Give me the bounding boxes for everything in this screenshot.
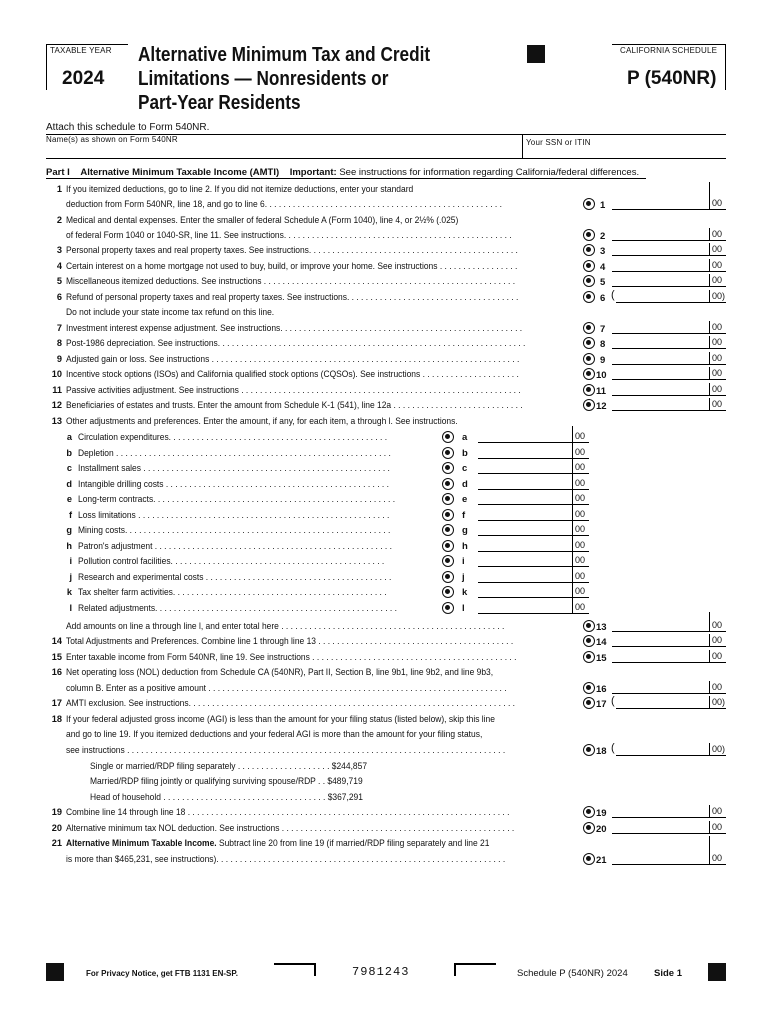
line-13h-amount[interactable] — [478, 539, 573, 552]
line-13l-amount[interactable] — [478, 601, 573, 614]
target-icon — [583, 682, 595, 694]
line-2-text: 2 Medical and dental expenses. Enter the smaller of federal Schedule A (Form 1040), line 4, or 2½% (.025) — [56, 215, 459, 225]
line-13j-cents[interactable]: 00 — [572, 570, 589, 583]
line-13a-amount[interactable] — [478, 430, 573, 443]
title-line-2: Limitations — Nonresidents or — [138, 68, 389, 90]
line-2-amount[interactable] — [612, 228, 709, 241]
line-17-text: 17 AMTI exclusion. See instructions. . . . . . . . . . . . . . . . . . . . . . . . . . . . . . . . . . . . . . . . . . . . . . . . . . . . . . . . . . . . . . . . . . . . . . — [51, 698, 516, 708]
line-label: 14 — [596, 637, 607, 648]
target-icon — [583, 697, 595, 709]
line-13k-text: k Tax shelter farm activities. . . . . . . . . . . . . . . . . . . . . . . . . . . . . . . . . . . . . . . . . . . . . . — [66, 587, 387, 597]
paren-open: ( — [611, 695, 615, 707]
line-label: h — [462, 541, 468, 552]
line-label: i — [462, 556, 465, 567]
line-16-text: 16 Net operating loss (NOL) deduction from Schedule CA (540NR), Part II, Section B, line 9b1, line 9b2, and line 9b3, — [51, 667, 494, 677]
line-label: 13 — [596, 622, 607, 633]
line-1-text: 1 If you itemized deductions, go to line 2. If you did not itemize deductions, enter your standard — [56, 184, 414, 194]
line-8-text: 8 Post-1986 depreciation. See instructions. . . . . . . . . . . . . . . . . . . . . . . . . . . . . . . . . . . . . . . . . . . . . . . . . . . . . . . . . . . . . . . . . . — [56, 338, 526, 348]
target-icon — [583, 244, 595, 256]
line-16-amount[interactable] — [612, 681, 709, 694]
target-icon — [583, 291, 595, 303]
line-10-text: 10 Incentive stock options (ISOs) and California qualified stock options (CQSOs). See instructions . . . . . . . . . . . . . . . . . . . . . — [51, 369, 519, 379]
schedule-name: P (540NR) — [627, 68, 717, 89]
target-icon — [442, 509, 454, 521]
important-text: See instructions for information regarding California/federal differences. — [339, 167, 640, 178]
line-7-amount[interactable] — [612, 321, 709, 334]
line-label: j — [462, 572, 465, 583]
line-6-cents[interactable]: 00) — [709, 290, 726, 303]
target-icon — [442, 478, 454, 490]
line-15-text: 15 Enter taxable income from Form 540NR, line 19. See instructions . . . . . . . . . . . . . . . . . . . . . . . . . . . . . . . . . . . . . . . . . . . . — [51, 652, 517, 662]
line-11-text: 11 Passive activities adjustment. See instructions . . . . . . . . . . . . . . . . . . . . . . . . . . . . . . . . . . . . . . . . . . . . . . . . . . . . . . . . . . . . — [52, 385, 521, 395]
line-11-cents[interactable]: 00 — [709, 383, 726, 396]
line-13k-amount[interactable] — [478, 585, 573, 598]
line-label: 12 — [596, 401, 607, 412]
line-7-cents[interactable]: 00 — [709, 321, 726, 334]
paren-open: ( — [611, 742, 615, 754]
corner-mark — [454, 963, 496, 976]
line-label: 2 — [600, 231, 606, 242]
target-icon — [583, 822, 595, 834]
paren-open: ( — [611, 289, 615, 301]
target-icon — [442, 447, 454, 459]
line-label: g — [462, 525, 468, 536]
line-14-cents[interactable]: 00 — [709, 634, 726, 647]
line-3-cents[interactable]: 00 — [709, 243, 726, 256]
line-9-amount[interactable] — [612, 352, 709, 365]
target-icon — [583, 275, 595, 287]
line-13e-text: e Long-term contracts. . . . . . . . . . . . . . . . . . . . . . . . . . . . . . . . . . . . . . . . . . . . . . . . . . . . — [66, 494, 396, 504]
california-schedule-label: CALIFORNIA SCHEDULE — [620, 46, 718, 55]
divider — [46, 178, 646, 179]
line-13g-amount[interactable] — [478, 523, 573, 536]
line-15-amount[interactable] — [612, 650, 709, 663]
target-icon — [583, 635, 595, 647]
page-label: Schedule P (540NR) 2024 — [517, 968, 628, 979]
taxable-year-label: TAXABLE YEAR — [50, 46, 112, 55]
line-18-amount[interactable] — [616, 743, 709, 756]
target-icon — [583, 260, 595, 272]
target-icon — [583, 620, 595, 632]
line-label: 9 — [600, 355, 606, 366]
target-icon — [583, 198, 595, 210]
line-13k-cents[interactable]: 00 — [572, 585, 589, 598]
corner-mark — [274, 963, 316, 976]
line-label: 17 — [596, 699, 607, 710]
line-13l-cents[interactable]: 00 — [572, 601, 589, 614]
line-label: k — [462, 587, 468, 598]
divider — [46, 158, 726, 159]
line-13-cents[interactable]: 00 — [709, 619, 726, 632]
target-icon — [583, 806, 595, 818]
threshold-head-of-household: Head of household . . . . . . . . . . . . . . . . . . . . . . . . . . . . . . . . . . . $367,291 — [90, 792, 363, 802]
target-icon — [442, 571, 454, 583]
line-13i-cents[interactable]: 00 — [572, 554, 589, 567]
line-13f-text: f Loss limitations . . . . . . . . . . . . . . . . . . . . . . . . . . . . . . . . . . . . . . . . . . . . . . . . . . . . . . — [68, 510, 390, 520]
title-line-1: Alternative Minimum Tax and Credit — [138, 44, 431, 66]
line-13b-amount[interactable] — [478, 446, 573, 459]
line-17-amount[interactable] — [616, 696, 709, 709]
line-13h-cents[interactable]: 00 — [572, 539, 589, 552]
line-6-note: Do not include your state income tax refund on this line. — [66, 307, 275, 317]
target-icon — [583, 322, 595, 334]
line-13f-cents[interactable]: 00 — [572, 508, 589, 521]
line-10-cents[interactable]: 00 — [709, 367, 726, 380]
name-field[interactable] — [46, 135, 522, 157]
line-14-amount[interactable] — [612, 634, 709, 647]
target-icon — [442, 555, 454, 567]
line-9-cents[interactable]: 00 — [709, 352, 726, 365]
line-13-amount[interactable] — [612, 619, 709, 632]
line-9-text: 9 Adjusted gain or loss. See instructions . . . . . . . . . . . . . . . . . . . . . . . . . . . . . . . . . . . . . . . . . . . . . . . . . . . . . . . . . . . . . . . . . . — [56, 354, 520, 364]
target-icon — [583, 353, 595, 365]
line-10-amount[interactable] — [612, 367, 709, 380]
target-icon — [442, 524, 454, 536]
line-13d-cents[interactable]: 00 — [572, 477, 589, 490]
line-label: 20 — [596, 824, 607, 835]
names-label: Name(s) as shown on Form 540NR — [46, 135, 178, 144]
important-label: Important: — [289, 167, 337, 178]
line-20-cents[interactable]: 00 — [709, 821, 726, 834]
line-label: 8 — [600, 339, 606, 350]
line-label: 18 — [596, 746, 607, 757]
line-1-amount[interactable] — [612, 197, 709, 210]
threshold-single: Single or married/RDP filing separately . . . . . . . . . . . . . . . . . . . . $244,857 — [90, 761, 368, 771]
line-13f-amount[interactable] — [478, 508, 573, 521]
line-18-text-cont2: see instructions . . . . . . . . . . . . . . . . . . . . . . . . . . . . . . . . . . . . . . . . . . . . . . . . . . . . . . . . . . . . . . . . . . . . . . . . . . . . . . . . . — [66, 745, 506, 755]
target-icon — [583, 399, 595, 411]
line-1-cents[interactable]: 00 — [709, 197, 726, 210]
line-label: 19 — [596, 808, 607, 819]
registration-mark — [708, 963, 726, 981]
tax-year: 2024 — [62, 68, 105, 89]
target-icon — [583, 229, 595, 241]
line-4-cents[interactable]: 00 — [709, 259, 726, 272]
line-15-cents[interactable]: 00 — [709, 650, 726, 663]
line-12-amount[interactable] — [612, 398, 709, 411]
line-13g-cents[interactable]: 00 — [572, 523, 589, 536]
part-label: Part I — [46, 167, 70, 178]
line-13d-amount[interactable] — [478, 477, 573, 490]
line-21-cents[interactable]: 00 — [709, 852, 726, 865]
line-2-cents[interactable]: 00 — [709, 228, 726, 241]
line-label: l — [462, 603, 465, 614]
line-label: 21 — [596, 855, 607, 866]
line-4-text: 4 Certain interest on a home mortgage not used to buy, build, or improve your home. See instructions . . . . . . . . . . . . . . . . . — [56, 261, 518, 271]
target-icon — [442, 493, 454, 505]
line-3-text: 3 Personal property taxes and real property taxes. See instructions. . . . . . . . . . . . . . . . . . . . . . . . . . . . . . . . . . . . . . . . . . . . . — [56, 245, 518, 255]
line-8-cents[interactable]: 00 — [709, 336, 726, 349]
line-11-amount[interactable] — [612, 383, 709, 396]
line-13c-text: c Installment sales . . . . . . . . . . . . . . . . . . . . . . . . . . . . . . . . . . . . . . . . . . . . . . . . . . . . . — [66, 463, 390, 473]
line-label: 5 — [600, 277, 606, 288]
registration-mark — [46, 963, 64, 981]
target-icon — [583, 651, 595, 663]
registration-mark — [527, 45, 545, 63]
line-13a-text: a Circulation expenditures. . . . . . . . . . . . . . . . . . . . . . . . . . . . . . . . . . . . . . . . . . . . . . . — [66, 432, 388, 442]
line-13b-text: b Depletion . . . . . . . . . . . . . . . . . . . . . . . . . . . . . . . . . . . . . . . . . . . . . . . . . . . . . . . . . . . — [66, 448, 391, 458]
line-12-text: 12 Beneficiaries of estates and trusts. Enter the amount from Schedule K-1 (541), line 12a . . . . . . . . . . . . . . . . . . . . . . . . . . . . — [51, 400, 523, 410]
line-16-cents[interactable]: 00 — [709, 681, 726, 694]
divider — [709, 612, 710, 619]
line-13j-text: j Research and experimental costs . . . . . . . . . . . . . . . . . . . . . . . . . . . . . . . . . . . . . . . . — [69, 572, 392, 582]
line-21-text: 21 Alternative Minimum Taxable Income. Subtract line 20 from line 19 (if married/RDP filing separately and line 21 — [51, 838, 490, 848]
line-label: 11 — [596, 386, 607, 397]
line-13c-amount[interactable] — [478, 461, 573, 474]
line-13d-text: d Intangible drilling costs . . . . . . . . . . . . . . . . . . . . . . . . . . . . . . . . . . . . . . . . . . . . . . . . — [66, 479, 389, 489]
line-8-amount[interactable] — [612, 336, 709, 349]
line-20-text: 20 Alternative minimum tax NOL deduction. See instructions . . . . . . . . . . . . . . . . . . . . . . . . . . . . . . . . . . . . . . . . . . . . . . . . . . — [51, 823, 515, 833]
line-13e-cents[interactable]: 00 — [572, 492, 589, 505]
form-code: 7981243 — [352, 965, 410, 979]
line-6-amount[interactable] — [616, 290, 709, 303]
line-13-text: 13 Other adjustments and preferences. Enter the amount, if any, for each item, a through l. See instructions. — [51, 416, 458, 426]
line-13i-text: i Pollution control facilities. . . . . . . . . . . . . . . . . . . . . . . . . . . . . . . . . . . . . . . . . . . . . . — [69, 556, 385, 566]
line-18-cents[interactable]: 00) — [709, 743, 726, 756]
threshold-married: Married/RDP filing jointly or qualifying surviving spouse/RDP . . $489,719 — [90, 776, 363, 786]
line-label: 1 — [600, 200, 606, 211]
line-13h-text: h Patron's adjustment . . . . . . . . . . . . . . . . . . . . . . . . . . . . . . . . . . . . . . . . . . . . . . . . . . . — [66, 541, 392, 551]
line-13j-amount[interactable] — [478, 570, 573, 583]
line-13a-cents[interactable]: 00 — [572, 430, 589, 443]
line-1-text-cont: deduction from Form 540NR, line 18, and go to line 6. . . . . . . . . . . . . . . . . . . . . . . . . . . . . . . . . . . . . . . . . . . . . . . . . . . — [66, 199, 502, 209]
line-18-text: 18 If your federal adjusted gross income (AGI) is less than the amount for your filing status (listed below), skip this line — [51, 714, 495, 724]
line-2-text-cont: of federal Form 1040 or 1040-SR, line 11. See instructions. . . . . . . . . . . . . . . . . . . . . . . . . . . . . . . . . . . . . . . . . . . . . . . . . — [66, 230, 512, 240]
target-icon — [442, 540, 454, 552]
line-label: d — [462, 479, 468, 490]
target-icon — [442, 586, 454, 598]
line-13l-text: l Related adjustments. . . . . . . . . . . . . . . . . . . . . . . . . . . . . . . . . . . . . . . . . . . . . . . . . . . . — [69, 603, 397, 613]
line-label: 10 — [596, 370, 607, 381]
ssn-label: Your SSN or ITIN — [526, 138, 591, 147]
line-label: 15 — [596, 653, 607, 664]
line-label: e — [462, 494, 468, 505]
attach-instruction: Attach this schedule to Form 540NR. — [46, 122, 210, 133]
part-title: Alternative Minimum Taxable Income (AMTI) — [80, 167, 280, 178]
line-13e-amount[interactable] — [478, 492, 573, 505]
line-label: c — [462, 463, 468, 474]
line-label: 6 — [600, 293, 606, 304]
form-title — [138, 43, 448, 115]
target-icon — [442, 431, 454, 443]
line-label: 4 — [600, 262, 606, 273]
part1-header — [46, 167, 639, 178]
divider — [709, 182, 710, 197]
line-5-cents[interactable]: 00 — [709, 274, 726, 287]
divider — [709, 836, 710, 852]
target-icon — [583, 744, 595, 756]
line-label: 7 — [600, 324, 606, 335]
ssn-field[interactable] — [523, 135, 726, 157]
line-21-text-cont: is more than $465,231, see instructions). . . . . . . . . . . . . . . . . . . . . . . . . . . . . . . . . . . . . . . . . . . . . . . . . . . . . . . . . . . . . . — [66, 854, 506, 864]
line-3-amount[interactable] — [612, 243, 709, 256]
title-line-3: Part-Year Residents — [138, 92, 301, 114]
line-13b-cents[interactable]: 00 — [572, 446, 589, 459]
line-label: a — [462, 432, 468, 443]
line-label: f — [462, 510, 466, 521]
line-13-total-text: Add amounts on line a through line l, and enter total here . . . . . . . . . . . . . . . . . . . . . . . . . . . . . . . . . . . . . . . . . . . . . . . . — [66, 621, 505, 631]
line-6-text: 6 Refund of personal property taxes and real property taxes. See instructions. . . . . . . . . . . . . . . . . . . . . . . . . . . . . . . . . . . . . — [56, 292, 519, 302]
line-21-amount[interactable] — [612, 852, 709, 865]
target-icon — [583, 853, 595, 865]
target-icon — [442, 602, 454, 614]
line-19-amount[interactable] — [612, 805, 709, 818]
line-12-cents[interactable]: 00 — [709, 398, 726, 411]
line-7-text: 7 Investment interest expense adjustment. See instructions. . . . . . . . . . . . . . . . . . . . . . . . . . . . . . . . . . . . . . . . . . . . . . . . . . . . — [56, 323, 523, 333]
side-label: Side 1 — [654, 968, 682, 979]
line-4-amount[interactable] — [612, 259, 709, 272]
line-19-text: 19 Combine line 14 through line 18 . . . . . . . . . . . . . . . . . . . . . . . . . . . . . . . . . . . . . . . . . . . . . . . . . . . . . . . . . . . . . . . . . . . . . — [51, 807, 510, 817]
target-icon — [583, 384, 595, 396]
line-14-text: 14 Total Adjustments and Preferences. Combine line 1 through line 13 . . . . . . . . . . . . . . . . . . . . . . . . . . . . . . . . . . . . . . . . . . — [51, 636, 514, 646]
target-icon — [583, 337, 595, 349]
privacy-notice: For Privacy Notice, get FTB 1131 EN-SP. — [86, 969, 238, 978]
line-18-text-cont: and go to line 19. If you itemized deductions and your federal AGI is more than the amount for your filing status, — [66, 729, 483, 739]
line-17-cents[interactable]: 00) — [709, 696, 726, 709]
target-icon — [583, 368, 595, 380]
line-16-text-cont: column B. Enter as a positive amount . . . . . . . . . . . . . . . . . . . . . . . . . . . . . . . . . . . . . . . . . . . . . . . . . . . . . . . . . . . . . . . . — [66, 683, 507, 693]
line-13c-cents[interactable]: 00 — [572, 461, 589, 474]
line-5-amount[interactable] — [612, 274, 709, 287]
line-19-cents[interactable]: 00 — [709, 805, 726, 818]
line-20-amount[interactable] — [612, 821, 709, 834]
line-label: 3 — [600, 246, 606, 257]
line-label: 16 — [596, 684, 607, 695]
line-13g-text: g Mining costs. . . . . . . . . . . . . . . . . . . . . . . . . . . . . . . . . . . . . . . . . . . . . . . . . . . . . . . . . — [66, 525, 391, 535]
line-label: b — [462, 448, 468, 459]
line-13i-amount[interactable] — [478, 554, 573, 567]
line-5-text: 5 Miscellaneous itemized deductions. See instructions . . . . . . . . . . . . . . . . . . . . . . . . . . . . . . . . . . . . . . . . . . . . . . . . . . . . . . — [56, 276, 516, 286]
target-icon — [442, 462, 454, 474]
